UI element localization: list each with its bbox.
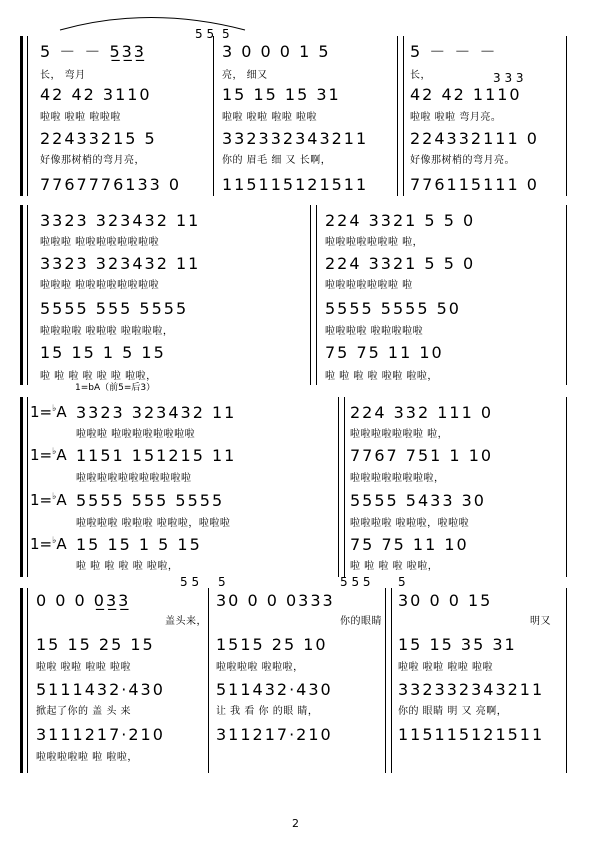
lyric-line: 你的 眉毛 细 又 长啊，	[222, 155, 332, 166]
lyric-line: 啦啦 啦啦 弯月亮。	[410, 112, 502, 123]
lyric-line: 你的眼睛	[340, 616, 382, 627]
measure-notes: 5555 555 5555	[40, 299, 189, 318]
upper-voice-notes: 5 5	[195, 27, 215, 41]
upper-voice-notes: 5 5 5	[340, 575, 371, 589]
lyric-line: 好像那树梢的弯月亮。	[410, 155, 515, 166]
measure-notes: 7767 751 1 10	[350, 446, 494, 465]
modulation-note: 1=bA（前5=后3）	[75, 383, 156, 393]
lyric-line: 啦啦 啦啦 啦啦啦	[40, 112, 121, 123]
lyric-line: 啦啦啦啦 啦啦啦，	[216, 662, 304, 673]
measure-notes: 15 15 1 5 15	[76, 535, 202, 554]
lyric-line: 啦啦啦啦啦啦啦 啦，	[350, 429, 449, 440]
measure-notes: 3323 323432 11	[76, 403, 237, 422]
lyric-line: 长， 弯月	[40, 70, 86, 81]
upper-voice-notes: 5	[222, 27, 230, 41]
lyric-line: 啦 啦 啦 啦 啦啦 啦啦，	[325, 371, 438, 382]
lyric-line: 盖头来，	[165, 616, 207, 627]
measure-notes: 3 0 0 0 1 5	[222, 42, 331, 61]
lyric-line: 啦啦啦啦 啦啦啦，啦啦啦	[350, 518, 470, 529]
lyric-line: 啦啦啦 啦啦啦啦啦啦啦啦	[40, 280, 160, 291]
measure-notes: 22433215 5	[40, 129, 157, 148]
measure-notes: 15 15 15 31	[222, 85, 341, 104]
measure-notes: 7767776133 0	[40, 175, 182, 194]
measure-notes: 332332343211	[398, 680, 545, 699]
measure-notes: 5 － － －	[410, 42, 498, 61]
lyric-line: 啦 啦 啦 啦 啦 啦 啦啦，	[40, 371, 157, 382]
measure-notes: 15 15 25 15	[36, 635, 155, 654]
upper-voice-notes: 5 5	[180, 575, 200, 589]
lyric-line: 亮， 细又	[222, 70, 268, 81]
upper-voice-notes: 3 3 3	[493, 71, 524, 85]
measure-notes: 75 75 11 10	[350, 535, 469, 554]
lyric-line: 啦啦啦 啦啦啦啦啦啦啦啦	[40, 237, 160, 248]
measure-notes: 115115121511	[398, 725, 545, 744]
measure-notes: 75 75 11 10	[325, 343, 444, 362]
upper-voice-notes: 5	[398, 575, 406, 589]
lyric-line: 啦啦啦啦 啦啦啦啦啦	[325, 326, 424, 337]
lyric-line: 啦 啦 啦 啦 啦 啦啦，	[76, 561, 179, 572]
measure-notes: 5111432·430	[36, 680, 165, 699]
lyric-line: 啦啦啦啦啦啦啦啦，	[350, 473, 445, 484]
measure-notes: 42 42 1110	[410, 85, 522, 104]
measure-notes: 30 0 0 15	[398, 591, 493, 610]
measure-notes: 5555 555 5555	[76, 491, 225, 510]
lyric-line: 长，	[410, 70, 431, 81]
slur	[60, 18, 245, 31]
measure-notes: 115115121511	[222, 175, 369, 194]
measure-notes: 5555 5555 50	[325, 299, 461, 318]
lyric-line: 啦啦啦啦 啦啦啦 啦啦啦啦，	[40, 326, 174, 337]
measure-notes: 776115111 0	[410, 175, 539, 194]
measure-notes: 5555 5433 30	[350, 491, 486, 510]
lyric-line: 让 我 看 你 的眼 睛，	[216, 706, 319, 717]
lyric-line: 你的 眼睛 明 又 亮啊，	[398, 706, 508, 717]
measure-notes: 224 332 111 0	[350, 403, 494, 422]
measure-notes: 511432·430	[216, 680, 333, 699]
measure-notes: 15 15 1 5 15	[40, 343, 166, 362]
measure-notes: 3323 323432 11	[40, 254, 201, 273]
lyric-line: 啦啦啦 啦啦啦啦啦啦啦啦	[76, 429, 196, 440]
lyric-line: 好像那树梢的弯月亮，	[40, 155, 145, 166]
lyric-line: 啦啦 啦啦 啦啦 啦啦	[36, 662, 132, 673]
measure-notes: 15 15 35 31	[398, 635, 517, 654]
upper-voice-notes: 5	[218, 575, 226, 589]
lyric-line: 啦啦啦啦啦 啦 啦啦，	[36, 752, 138, 763]
measure-notes: 0 0 0 0̲3̲3̲	[36, 591, 131, 610]
measure-notes: 3323 323432 11	[40, 211, 201, 230]
measure-notes: 224 3321 5 5 0	[325, 211, 476, 230]
lyric-line: 掀起了你的 盖 头 来	[36, 706, 132, 717]
lyric-line: 明又	[530, 616, 551, 627]
lyric-line: 啦啦啦啦 啦啦啦 啦啦啦，啦啦啦	[76, 518, 231, 529]
measure-notes: 332332343211	[222, 129, 369, 148]
measure-notes: 224332111 0	[410, 129, 539, 148]
measure-notes: 42 42 3110	[40, 85, 152, 104]
measure-notes: 5 － － 5̲3̲3̲	[40, 42, 146, 61]
measure-notes: 311217·210	[216, 725, 333, 744]
measure-notes: 224 3321 5 5 0	[325, 254, 476, 273]
measure-notes: 1515 25 10	[216, 635, 328, 654]
key-signature: 1=♭A	[30, 535, 67, 553]
lyric-line: 啦啦 啦啦 啦啦 啦啦	[222, 112, 318, 123]
measure-notes: 3111217·210	[36, 725, 165, 744]
lyric-line: 啦啦 啦啦 啦啦 啦啦	[398, 662, 494, 673]
lyric-line: 啦啦啦啦啦啦啦 啦，	[325, 237, 424, 248]
key-signature: 1=♭A	[30, 446, 67, 464]
page-number: 2	[292, 817, 299, 830]
measure-notes: 30 0 0 0333	[216, 591, 335, 610]
key-signature: 1=♭A	[30, 403, 67, 421]
key-signature: 1=♭A	[30, 491, 67, 509]
lyric-line: 啦啦啦啦啦啦啦 啦	[325, 280, 413, 291]
lyric-line: 啦啦啦啦啦啦啦啦啦啦啦	[76, 473, 192, 484]
lyric-line: 啦 啦 啦 啦 啦啦，	[350, 561, 439, 572]
measure-notes: 1151 151215 11	[76, 446, 237, 465]
